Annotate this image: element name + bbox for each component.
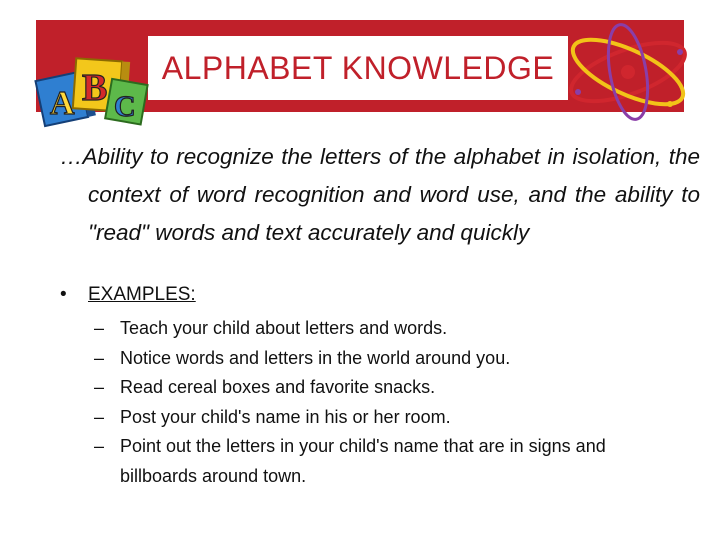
list-item <box>94 373 676 403</box>
dash-marker: – <box>94 406 105 427</box>
logo-letter-b: B <box>82 67 108 109</box>
dash-marker: – <box>94 436 105 456</box>
examples-bullet <box>60 280 672 310</box>
example-text: Point out the letters in your child's name that are in signs and billboards around town. <box>120 436 606 486</box>
atom-orbit-icon <box>560 12 696 128</box>
slide-title: ALPHABET KNOWLEDGE <box>148 36 568 100</box>
list-item <box>94 432 676 491</box>
logo-letter-c: C <box>114 90 136 123</box>
list-item <box>94 344 676 374</box>
logo-letter-a: A <box>50 85 75 122</box>
list-item <box>94 314 676 344</box>
example-text: Notice words and letters in the world around you. <box>120 347 511 368</box>
example-text: Teach your child about letters and words. <box>120 318 448 338</box>
examples-list <box>94 314 676 491</box>
example-text: Post your child's name in his or her room. <box>120 406 451 427</box>
example-text: Read cereal boxes and favorite snacks. <box>120 377 436 397</box>
intro-paragraph: …Ability to recognize the letters of the alphabet in isolation, the context of word recognition and word use, and the ability to "read" words and text accurately and quickly <box>60 144 700 245</box>
abc-blocks-icon <box>34 54 152 130</box>
dash-marker: – <box>94 318 105 338</box>
list-item <box>94 403 676 433</box>
examples-label: EXAMPLES: <box>88 284 196 305</box>
dash-marker: – <box>94 377 105 397</box>
bullet-marker: • <box>60 284 67 305</box>
dash-marker: – <box>94 347 105 368</box>
